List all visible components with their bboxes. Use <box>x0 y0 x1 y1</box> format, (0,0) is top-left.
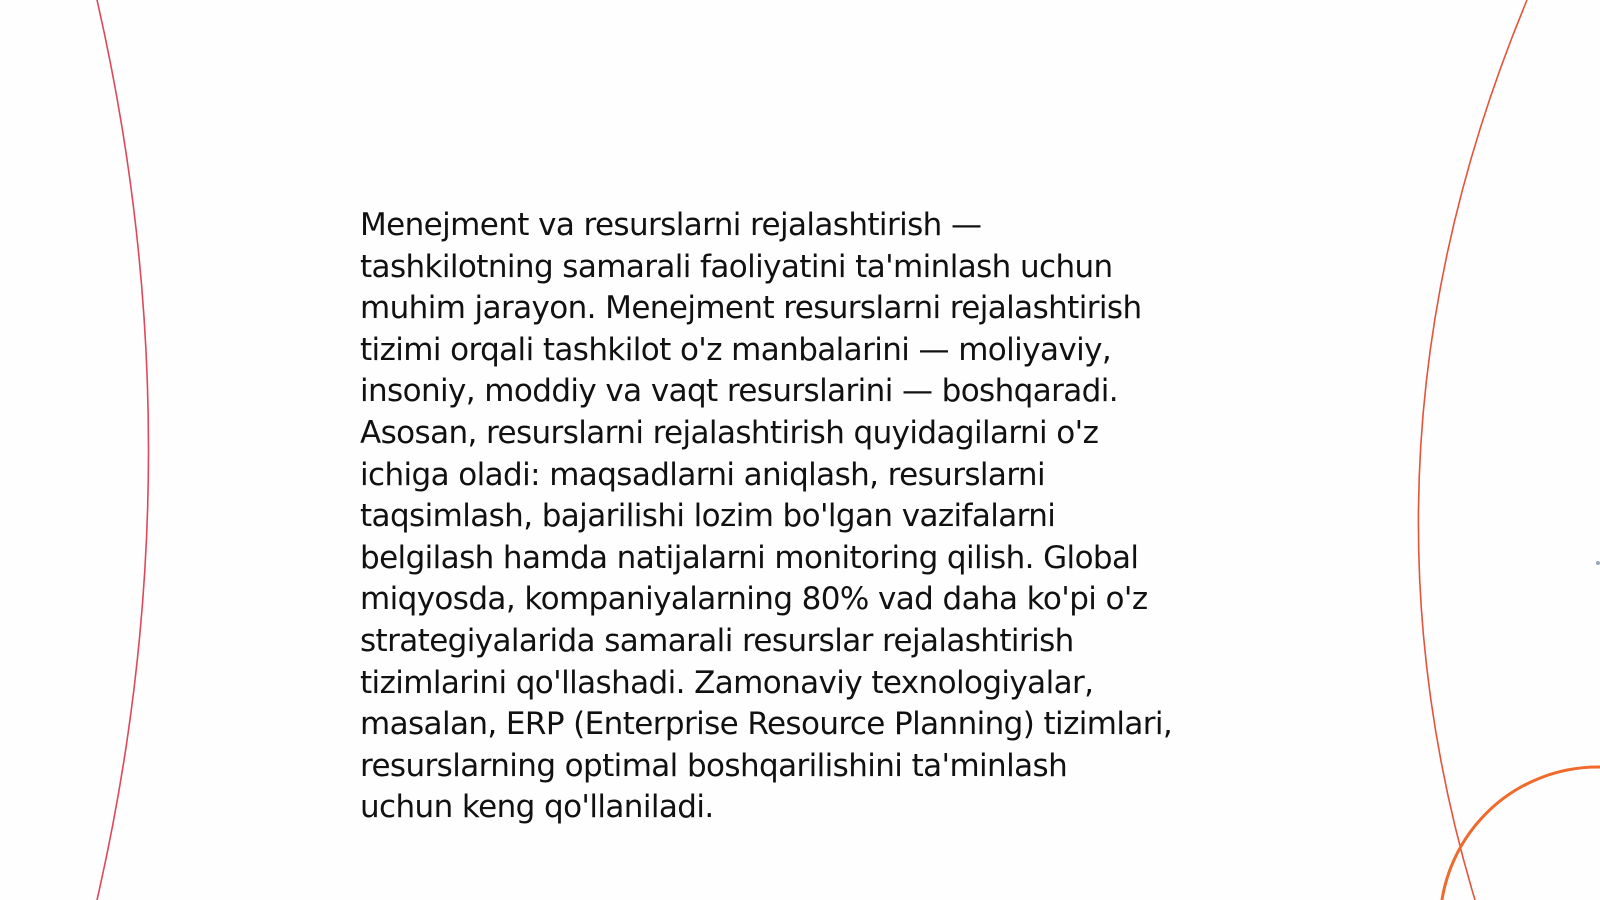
corner-circle-outline <box>1440 767 1600 900</box>
edge-dot <box>1596 561 1600 565</box>
left-arc-line <box>97 0 149 900</box>
right-arc-line <box>1418 0 1527 900</box>
slide-body-text: Menejment va resurslarni rejalashtirish — tashkilotning samarali faoliyatini ta'minlash uchun muhim jarayon. Menejment resurslarni rejalashtirish tizimi orqali tashkilot o'z manbalarini — moliyaviy, insoniy, moddiy va vaqt resurslarini — boshqaradi. Asosan, resurslarni rejalashtirish quyidagilarni o'z ichiga oladi: maqsadlarni aniqlash, resurslarni taqsimlash, bajarilishi lozim bo'lgan vazifalarni belgilash hamda natijalarni monitoring qilish. Global miqyosda, kompaniyalarning 80% vad daha ko'pi o'z strategiyalarida samarali resurslar rejalashtirish tizimlarini qo'llashadi. Zamonaviy texnologiyalar, masalan, ERP (Enterprise Resource Planning) tizimlari, resurslarning optimal boshqarilishini ta'minlash uchun keng qo'llaniladi. <box>360 207 1173 826</box>
